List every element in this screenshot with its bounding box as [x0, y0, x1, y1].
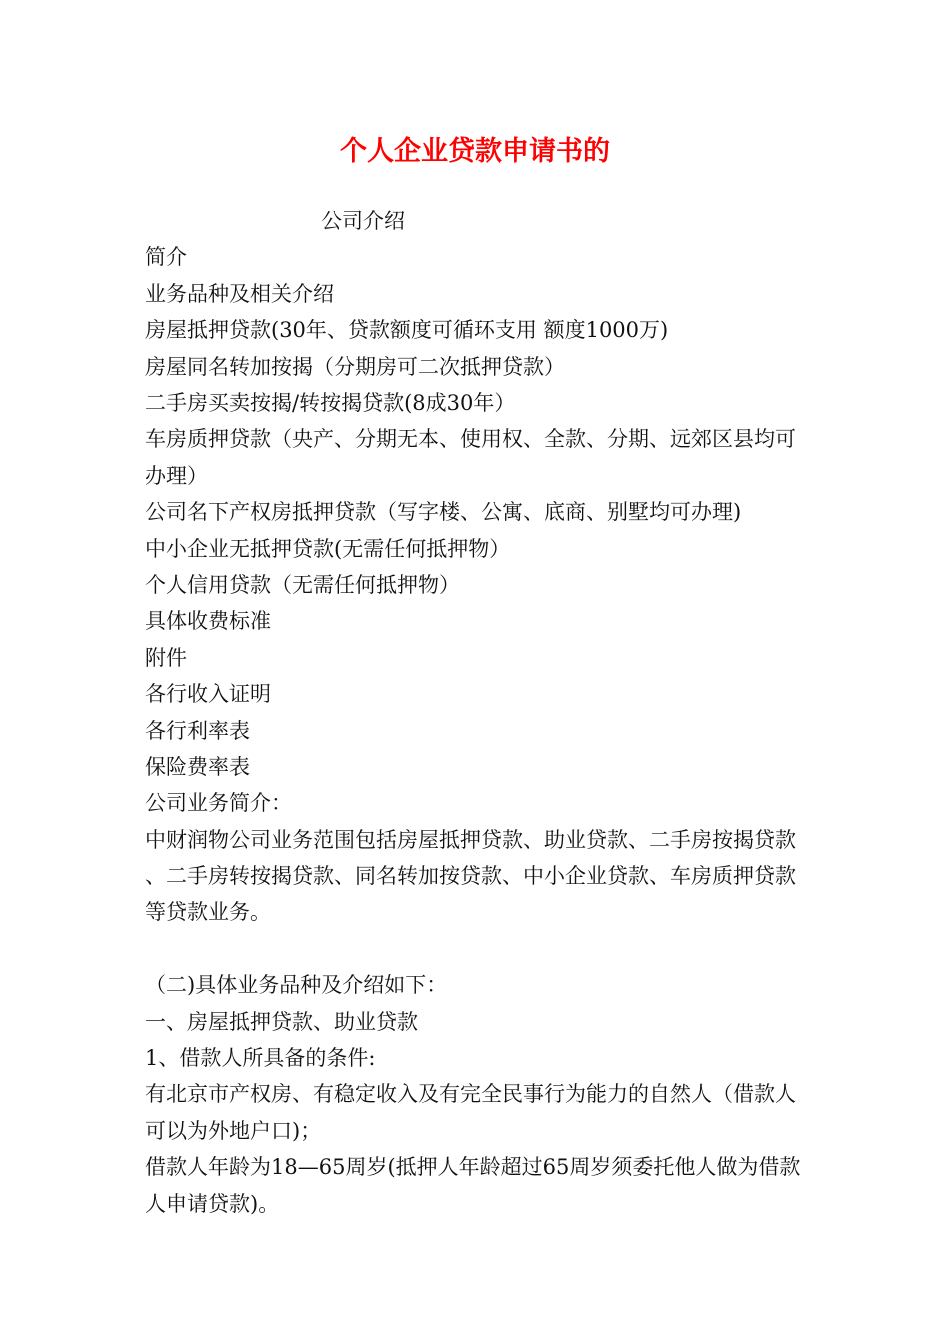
subsection-heading: 一、房屋抵押贷款、助业贷款 — [145, 1009, 418, 1034]
item-heading: 1、借款人所具备的条件: — [145, 1046, 376, 1071]
toc-item: 个人信用贷款（无需任何抵押物） — [145, 572, 460, 597]
blank-line — [145, 931, 815, 967]
toc-item: 中小企业无抵押贷款(无需任何抵押物） — [145, 536, 511, 561]
condition-paragraph: 借款人年龄为18—65周岁(抵押人年龄超过65周岁须委托他人做为借款人申请贷款)。 — [145, 1155, 801, 1216]
document-body — [145, 203, 815, 1222]
toc-item: 各行收入证明 — [145, 682, 271, 707]
condition-paragraph: 有北京市产权房、有稳定收入及有完全民事行为能力的自然人（借款人可以为外地户口)； — [145, 1082, 796, 1143]
section2-heading: （二)具体业务品种及介绍如下： — [145, 973, 448, 998]
toc-item: 房屋同名转加按揭（分期房可二次抵押贷款） — [145, 354, 565, 379]
intro-label: 公司业务简介： — [145, 791, 292, 816]
toc-item: 车房质押贷款（央产、分期无本、使用权、全款、分期、远郊区县均可办理） — [145, 427, 796, 488]
toc-item: 简介 — [145, 245, 187, 270]
section-heading: 公司介绍 — [321, 209, 405, 233]
toc-item: 二手房买卖按揭/转按揭贷款(8成30年） — [145, 390, 516, 415]
toc-item: 保险费率表 — [145, 754, 250, 779]
toc-item: 房屋抵押贷款(30年、贷款额度可循环支用 额度1000万) — [145, 318, 669, 343]
toc-item: 具体收费标准 — [145, 609, 271, 634]
document-title: 个人企业贷款申请书的 — [340, 136, 610, 167]
toc-item: 各行利率表 — [145, 718, 250, 743]
toc-item: 附件 — [145, 645, 187, 670]
toc-item: 公司名下产权房抵押贷款（写字楼、公寓、底商、别墅均可办理) — [145, 500, 742, 525]
intro-paragraph: 中财润物公司业务范围包括房屋抵押贷款、助业贷款、二手房按揭贷款、二手房转按揭贷款、同名转加按贷款、中小企业贷款、车房质押贷款等贷款业务。 — [145, 827, 796, 925]
toc-item: 业务品种及相关介绍 — [145, 281, 334, 306]
